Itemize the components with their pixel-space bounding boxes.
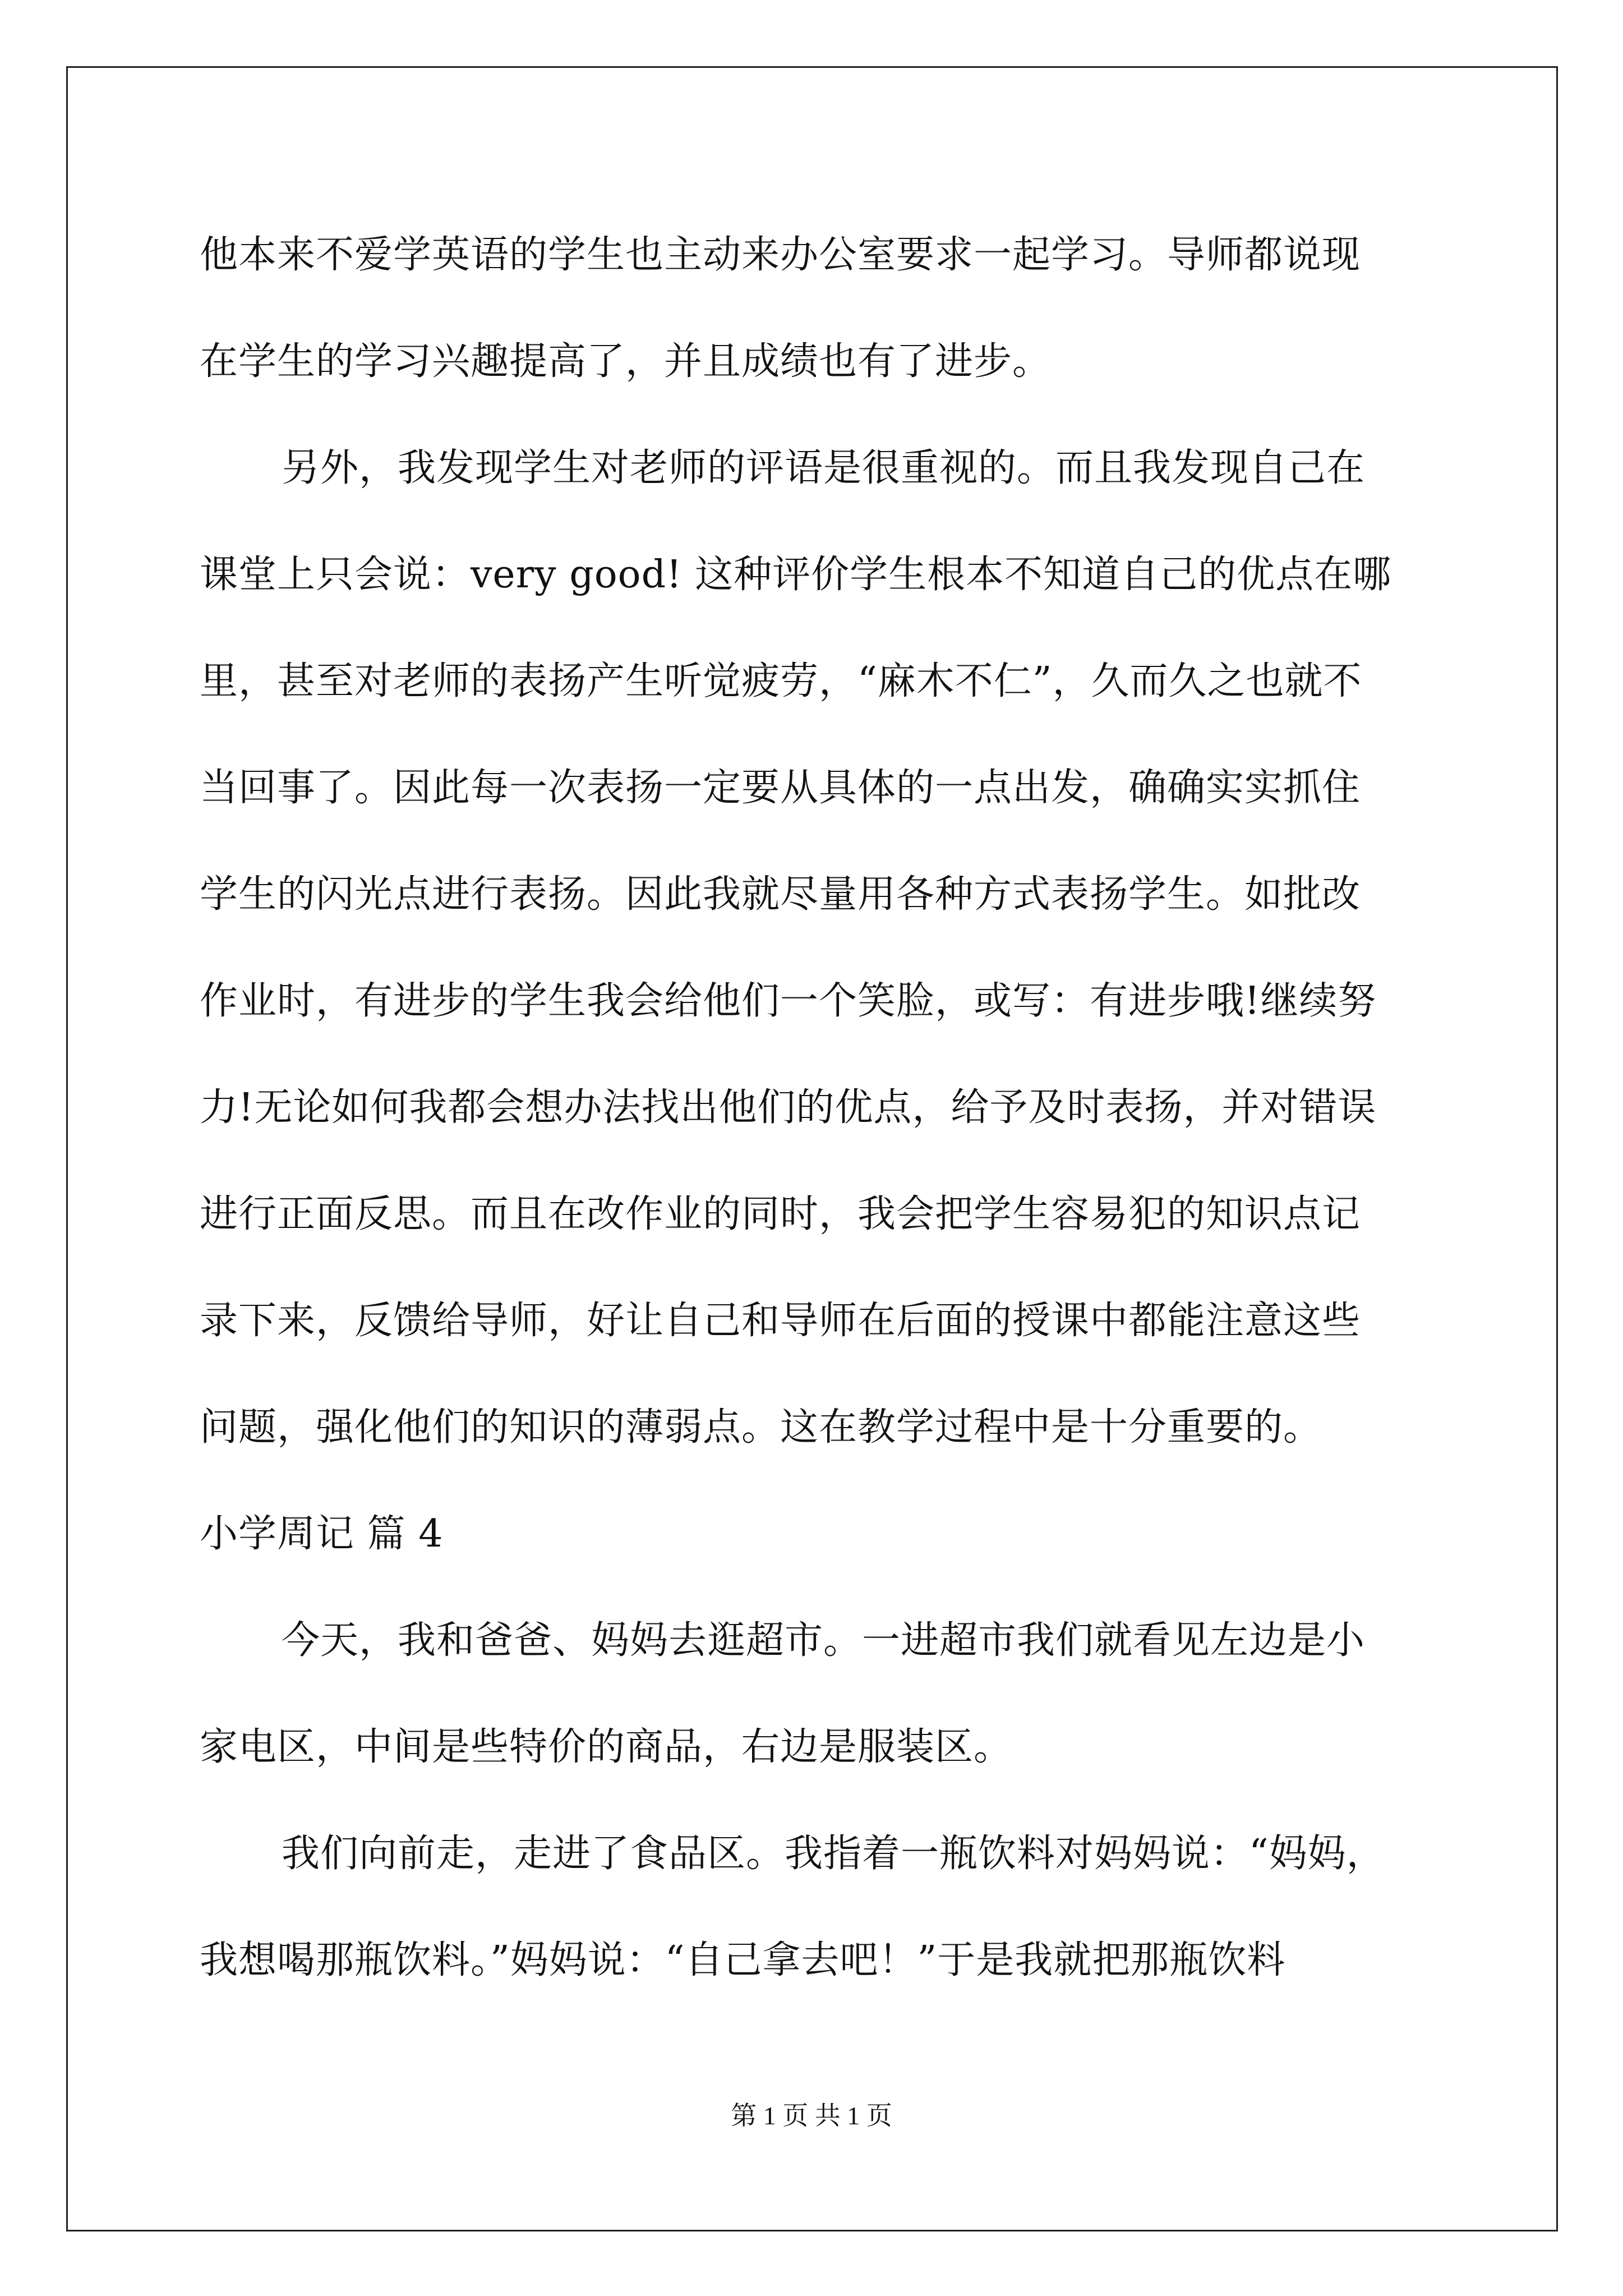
text-line: 学生的闪光点进行表扬。因此我就尽量用各种方式表扬学生。如批改	[200, 872, 1361, 917]
paragraph-start-line: 我们向前走，走进了食品区。我指着一瓶饮料对妈妈说：“妈妈，	[282, 1832, 1385, 1876]
text-line: 力!无论如何我都会想办法找出他们的优点，给予及时表扬，并对错误	[200, 1085, 1377, 1130]
text-line: 他本来不爱学英语的学生也主动来办公室要求一起学习。导师都说现	[200, 233, 1361, 277]
text-line: 作业时，有进步的学生我会给他们一个笑脸，或写：有进步哦!继续努	[200, 979, 1377, 1023]
text-line: 我想喝那瓶饮料。”妈妈说：“自己拿去吧！”于是我就把那瓶饮料	[200, 1938, 1286, 1982]
text-line: 家电区，中间是些特价的商品，右边是服装区。	[200, 1725, 1013, 1769]
page-footer: 第 1 页 共 1 页	[731, 2101, 892, 2130]
text-line: 录下来，反馈给导师，好让自己和导师在后面的授课中都能注意这些	[200, 1299, 1361, 1343]
text-line: 在学生的学习兴趣提高了，并且成绩也有了进步。	[200, 339, 1052, 384]
text-line: 进行正面反思。而且在改作业的同时，我会把学生容易犯的知识点记	[200, 1192, 1361, 1236]
paragraph-start-line: 另外，我发现学生对老师的评语是很重视的。而且我发现自己在	[282, 446, 1366, 490]
text-line: 当回事了。因此每一次表扬一定要从具体的一点出发，确确实实抓住	[200, 766, 1361, 810]
text-line: 问题，强化他们的知识的薄弱点。这在教学过程中是十分重要的。	[200, 1405, 1322, 1450]
text-line: 里，甚至对老师的表扬产生听觉疲劳，“麻木不仁”，久而久之也就不	[200, 659, 1362, 703]
section-heading: 小学周记 篇 4	[200, 1512, 444, 1556]
paragraph-start-line: 今天，我和爸爸、妈妈去逛超市。一进超市我们就看见左边是小	[282, 1618, 1366, 1663]
document-body	[200, 202, 1428, 2014]
text-line: 课堂上只会说：very good! 这种评价学生根本不知道自己的优点在哪	[200, 553, 1392, 597]
